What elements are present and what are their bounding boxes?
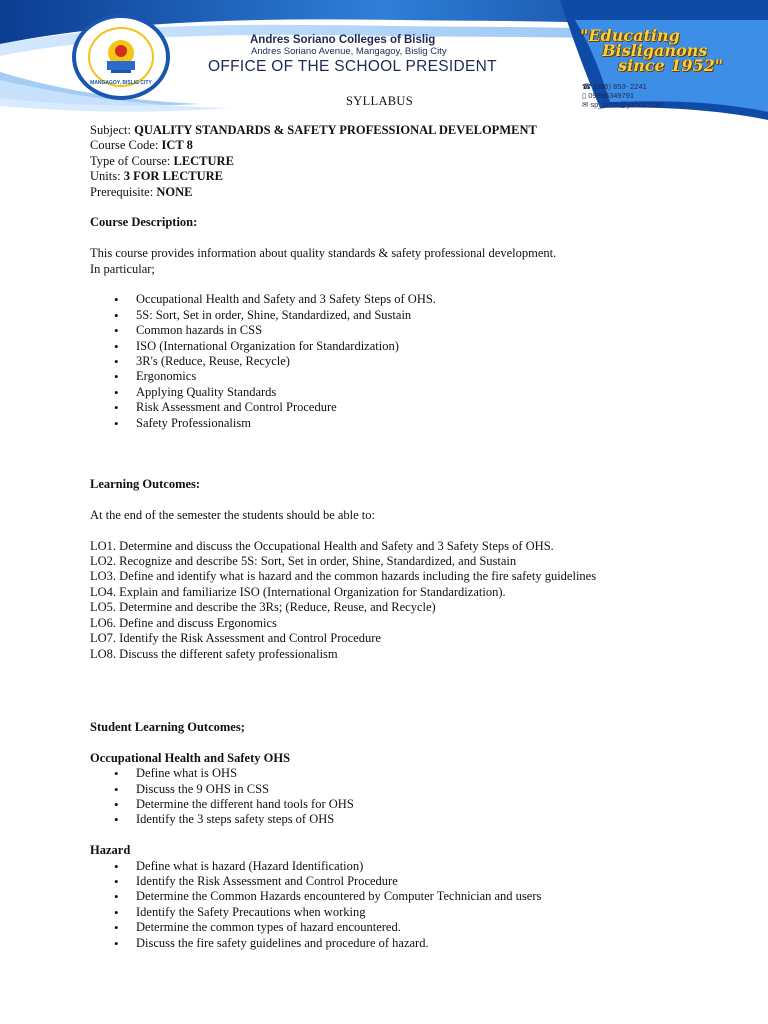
list-item: • Determine the common types of hazard encountered. (114, 920, 720, 935)
course-description-text: This course provides information about quality standards & safety professional development. (90, 246, 557, 261)
phone-icon: ☎ (582, 82, 594, 91)
prerequisite-line: Prerequisite: NONE (90, 184, 193, 199)
course-description-text: In particular; (90, 261, 155, 276)
learning-outcome: LO3. Define and identify what is hazard and the common hazards including the fire safety guidelines (90, 569, 597, 584)
learning-outcome: LO8. Discuss the different safety professionalism (90, 646, 338, 661)
list-item: • Identify the Risk Assessment and Control Procedure (114, 874, 720, 889)
ohs-list (90, 766, 720, 828)
list-item: • Risk Assessment and Control Procedure (114, 400, 720, 415)
course-type-line: Type of Course: LECTURE (90, 153, 234, 168)
email-icon: ✉ (582, 100, 591, 109)
list-item: • Occupational Health and Safety and 3 Safety Steps of OHS. (114, 292, 720, 307)
ohs-heading: Occupational Health and Safety OHS (90, 750, 291, 765)
contact-info: ☎ (086) 853- 2241 ▯ 09986349791 ✉ sp_pmm@yahoo.com (582, 82, 664, 109)
mobile-icon: ▯ (582, 91, 589, 100)
list-item: • Determine the Common Hazards encountered by Computer Technician and users (114, 889, 720, 904)
list-item: • Define what is hazard (Hazard Identification) (114, 859, 720, 874)
list-item: • Discuss the 9 OHS in CSS (114, 782, 720, 797)
learning-outcomes-intro: At the end of the semester the students should be able to: (90, 507, 376, 522)
subject-line: Subject: QUALITY STANDARDS & SAFETY PROFESSIONAL DEVELOPMENT (90, 123, 537, 137)
learning-outcome: LO5. Determine and describe the 3Rs; (Reduce, Reuse, and Recycle) (90, 600, 436, 615)
seal-text: MANGAGOY, BISLIG CITY (90, 80, 152, 86)
list-item: • Applying Quality Standards (114, 385, 720, 400)
learning-outcome: LO2. Recognize and describe 5S: Sort, Set in order, Shine, Standardized, and Sustain (90, 554, 517, 569)
course-description-heading: Course Description: (90, 215, 198, 230)
learning-outcome: LO7. Identify the Risk Assessment and Control Procedure (90, 631, 381, 646)
list-item: • Safety Professionalism (114, 416, 720, 431)
college-seal-icon (72, 14, 170, 100)
list-item: • 5S: Sort, Set in order, Shine, Standardized, and Sustain (114, 308, 720, 323)
topic-list (90, 292, 720, 431)
learning-outcome: LO1. Determine and discuss the Occupational Health and Safety and 3 Safety Steps of OHS. (90, 538, 554, 553)
list-item: • ISO (International Organization for Standardization) (114, 339, 720, 354)
document-title: SYLLABUS (346, 94, 413, 108)
college-address: Andres Soriano Avenue, Mangagoy, Bislig City (251, 46, 447, 57)
hazard-list (90, 859, 720, 951)
list-item: • Common hazards in CSS (114, 323, 720, 338)
list-item: • Discuss the fire safety guidelines and procedure of hazard. (114, 936, 720, 951)
list-item: • Identify the 3 steps safety steps of OHS (114, 812, 720, 827)
syllabus-body (90, 123, 720, 951)
list-item: • Define what is OHS (114, 766, 720, 781)
learning-outcomes-heading: Learning Outcomes: (90, 477, 201, 492)
college-name: Andres Soriano Colleges of Bislig (250, 34, 436, 46)
letterhead (0, 0, 768, 130)
hazard-heading: Hazard (90, 843, 131, 858)
course-code-line: Course Code: ICT 8 (90, 138, 193, 153)
list-item: • 3R's (Reduce, Reuse, Recycle) (114, 354, 720, 369)
learning-outcome: LO6. Define and discuss Ergonomics (90, 615, 277, 630)
units-line: Units: 3 FOR LECTURE (90, 169, 224, 184)
office-title: OFFICE OF THE SCHOOL PRESIDENT (208, 58, 497, 75)
list-item: • Ergonomics (114, 369, 720, 384)
list-item: • Determine the different hand tools for OHS (114, 797, 720, 812)
slogan: "Educating Bisliganons since 1952" (580, 26, 724, 75)
list-item: • Identify the Safety Precautions when working (114, 905, 720, 920)
student-learning-outcomes-heading: Student Learning Outcomes; (90, 719, 245, 734)
learning-outcome: LO4. Explain and familiarize ISO (International Organization for Standardization). (90, 584, 506, 599)
